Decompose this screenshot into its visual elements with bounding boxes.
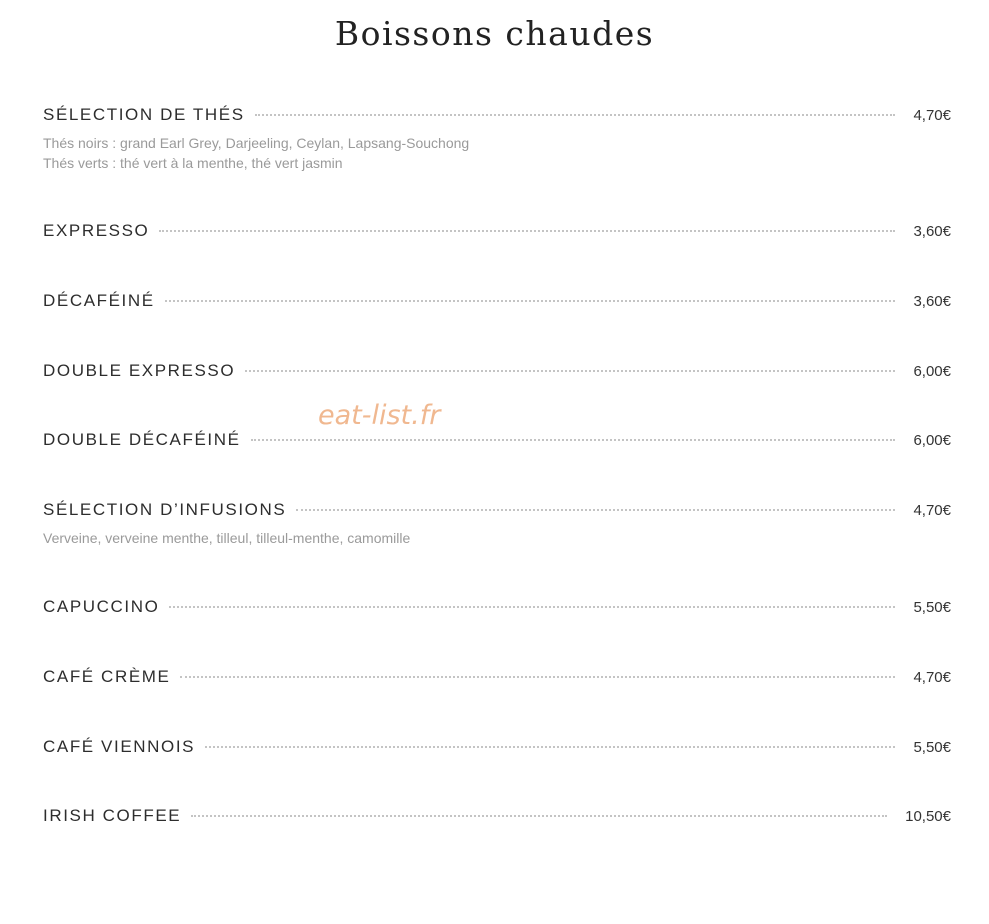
item-name: EXPRESSO: [43, 221, 150, 240]
dotted-leader: [159, 230, 895, 232]
dotted-leader: [251, 439, 896, 441]
dotted-leader: [255, 114, 896, 116]
watermark: eat-list.fr: [318, 400, 441, 431]
menu-item-selection-infusions: [43, 500, 951, 548]
description-line: Thés noirs : grand Earl Grey, Darjeeling, Ceylan, Lapsang-Souchong: [43, 135, 470, 151]
dotted-leader: [245, 370, 895, 372]
dotted-leader: [191, 815, 887, 817]
dotted-leader: [180, 676, 895, 678]
item-price: 4,70€: [913, 502, 951, 519]
dotted-leader: [205, 746, 895, 748]
menu-item-double-decafeine: [43, 430, 951, 454]
page-title: Boissons chaudes: [334, 14, 655, 53]
menu-item-cafe-creme: [43, 667, 951, 691]
menu-item-selection-de-thes: [43, 105, 951, 173]
item-description: [43, 133, 951, 173]
item-price: 10,50€: [905, 808, 951, 825]
item-price: 6,00€: [913, 363, 951, 380]
dotted-leader: [296, 509, 895, 511]
menu-item-capuccino: [43, 597, 951, 621]
item-description: [43, 528, 951, 548]
item-name: CAFÉ VIENNOIS: [43, 737, 196, 756]
item-name: CAPUCCINO: [43, 597, 160, 616]
description-line: Verveine, verveine menthe, tilleul, tilleul-menthe, camomille: [43, 530, 411, 546]
menu-item-cafe-viennois: [43, 737, 951, 761]
item-name: DOUBLE DÉCAFÉINÉ: [43, 430, 241, 449]
item-name: DOUBLE EXPRESSO: [43, 361, 236, 380]
menu-item-decafeine: [43, 291, 951, 315]
item-name: SÉLECTION DE THÉS: [43, 105, 245, 124]
menu-item-expresso: [43, 221, 951, 245]
item-name: DÉCAFÉINÉ: [43, 291, 155, 310]
item-name: CAFÉ CRÈME: [43, 667, 171, 686]
item-name: IRISH COFFEE: [43, 806, 182, 825]
item-price: 3,60€: [913, 293, 951, 310]
item-price: 4,70€: [913, 669, 951, 686]
item-price: 4,70€: [913, 107, 951, 124]
item-price: 6,00€: [913, 432, 951, 449]
menu-item-double-expresso: [43, 361, 951, 385]
item-price: 3,60€: [913, 223, 951, 240]
dotted-leader: [169, 606, 895, 608]
description-line: Thés verts : thé vert à la menthe, thé vert jasmin: [43, 155, 343, 171]
item-name: SÉLECTION D’INFUSIONS: [43, 500, 287, 519]
item-price: 5,50€: [913, 599, 951, 616]
item-price: 5,50€: [913, 739, 951, 756]
dotted-leader: [165, 300, 896, 302]
menu-item-irish-coffee: [43, 806, 951, 830]
